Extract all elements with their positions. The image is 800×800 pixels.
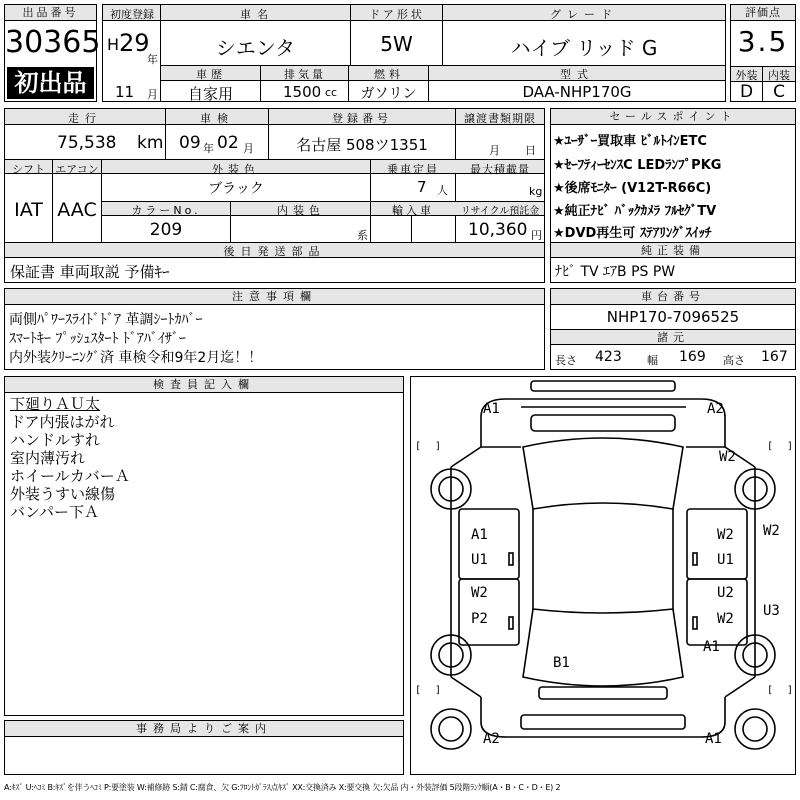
sales-point-5: ★DVD再生可 ｽﾃｱﾘﾝｸﾞｽｲｯﾁ: [553, 226, 712, 241]
door-label: ドア形状: [369, 8, 425, 21]
inspector-box: [4, 376, 404, 716]
mark-left-rear-door-2: P2: [471, 611, 488, 627]
sales-point-3: ★後席ﾓﾆﾀｰ (V12T-R66C): [553, 181, 712, 196]
ac: AAC: [57, 199, 97, 221]
inspection-year: 09: [179, 133, 201, 153]
accessories-value: 保証書 車両取説 予備ｷｰ: [10, 263, 170, 281]
history-label: 車歴: [196, 68, 226, 81]
ac-label: エアコン: [55, 163, 99, 176]
notes-box: [4, 288, 545, 370]
chassis-number: NHP170-7096525: [606, 308, 740, 326]
sales-point-2: ★ｾｰﾌﾃｨｰｾﾝｽC LEDﾗﾝﾌﾟPKG: [553, 158, 722, 173]
notes-line-2: ｽﾏｰﾄｷｰ ﾌﾟｯｼｭｽﾀｰﾄ ﾄﾞｱﾊﾞｲｻﾞｰ: [9, 331, 186, 347]
interior-label: 内装: [768, 69, 790, 82]
mark-left-front-door: A1: [471, 527, 488, 543]
car-diagram-box: [410, 376, 796, 775]
legend: A:ｷｽﾞ U:ﾍｺﾐ B:ｷｽﾞを伴うﾍｺﾐ P:要塗装 W:補修跡 S:錆 C:腐食、欠 G:ﾌﾛﾝﾄｶﾞﾗｽ点ｷｽﾞ XX:交換済み X:要交換 欠:欠品 内・外装評価 5段階ﾗﾝｸ順(A・B・C・D・E) 2: [4, 783, 561, 792]
fuel-label: 燃料: [374, 68, 404, 81]
inspection-year-unit: 年: [203, 142, 214, 155]
displacement-label: 排気量: [284, 68, 326, 81]
grade: ハイブ リッド G: [510, 36, 658, 60]
lot-number: 30365: [5, 25, 101, 60]
recycle-label: リサイクル預託金: [460, 206, 540, 217]
mark-left-rear-door: W2: [471, 585, 488, 601]
inspection-month: 02: [217, 133, 239, 153]
svg-text:]: ]: [435, 441, 442, 452]
office-label: 事務局よりご案内: [5, 721, 403, 737]
fuel: ガソリン: [360, 86, 417, 102]
import-label: 輸入車: [392, 204, 434, 217]
mileage-unit: km: [137, 133, 164, 153]
dimensions-label: 諸元: [551, 330, 795, 345]
color: ブラック: [208, 181, 264, 197]
exterior-grade: D: [739, 82, 754, 102]
load-label: 最大積載量: [470, 163, 530, 176]
score-box: [730, 4, 796, 102]
equipment-label: 純正装備: [551, 243, 795, 258]
lot-number-box: [4, 4, 101, 102]
inspection-month-unit: 月: [243, 142, 254, 155]
mark-right-rear-door: U2: [717, 585, 734, 601]
inspector-line-6: 外装うすい線傷: [10, 485, 116, 503]
accessories-label: 後日発送部品: [223, 245, 326, 258]
color-label: 外装色: [212, 163, 260, 176]
registration-label: 登録番号: [332, 112, 392, 125]
load-unit: kg: [529, 185, 543, 198]
color-no: 209: [149, 220, 183, 240]
width: 169: [679, 349, 706, 365]
mark-front-right: A2: [707, 401, 724, 417]
inspector-line-2: ドア内張はがれ: [10, 413, 115, 431]
notes-line-1: 両側ﾊﾟﾜｰｽﾗｲﾄﾞﾄﾞｱ 革調ｼｰﾄｶﾊﾞｰ: [9, 312, 203, 328]
recycle: 10,360: [468, 220, 528, 240]
car-name-label: 車名: [240, 8, 274, 21]
month-unit: 月: [147, 88, 158, 101]
transfer-day-unit: 日: [525, 144, 536, 157]
mark-right-side-edge: W2: [763, 523, 780, 539]
chassis-box: [550, 288, 796, 370]
mark-right-front-fender: W2: [719, 449, 736, 465]
length-label: 長さ: [555, 354, 577, 367]
capacity: 7: [417, 178, 427, 196]
details-box: [4, 108, 545, 258]
svg-text:[: [: [767, 441, 774, 452]
shift: IAT: [14, 199, 43, 221]
length: 423: [595, 349, 622, 365]
notes-label: 注意事項欄: [5, 289, 544, 305]
exterior-label: 外装: [735, 69, 758, 82]
svg-text:]: ]: [787, 685, 794, 696]
svg-text:[: [: [415, 685, 422, 696]
year-era: H: [107, 35, 120, 54]
interior-color-label: 内装色: [277, 204, 325, 217]
score: 3.5: [737, 25, 789, 58]
capacity-label: 乗車定員: [387, 163, 439, 176]
model-label: 型式: [560, 68, 594, 81]
inspector-label: 検査員記入欄: [5, 377, 403, 393]
equipment-value: ﾅﾋﾞ TV ｴｱB PS PW: [555, 264, 676, 280]
svg-text:]: ]: [435, 685, 442, 696]
car-name: シエンタ: [215, 36, 296, 60]
mark-right-rear-side: U3: [763, 603, 780, 619]
interior-color-unit: 系: [357, 229, 368, 242]
capacity-unit: 人: [437, 184, 448, 197]
svg-text:[: [: [767, 685, 774, 696]
mark-right-rear-door-2: W2: [717, 611, 734, 627]
svg-text:[: [: [415, 441, 422, 452]
year-value: 29: [119, 29, 150, 57]
displacement-unit: cc: [325, 86, 338, 99]
vehicle-summary-box: [102, 4, 726, 102]
mileage: 75,538: [57, 133, 117, 153]
inspector-line-7: バンパー下Ａ: [10, 503, 99, 521]
accessories-value-box: [4, 257, 545, 283]
mark-right-quarter: A1: [703, 639, 720, 655]
mark-front-left: A1: [483, 401, 500, 417]
mark-left-front-door-2: U1: [471, 552, 488, 568]
displacement: 1500: [283, 83, 322, 101]
transfer-label: 譲渡書類期限: [464, 112, 536, 125]
sales-points-label: セールスポイント: [551, 109, 795, 125]
mark-rear-right: A1: [705, 731, 722, 747]
sales-point-4: ★純正ﾅﾋﾞ ﾊﾞｯｸｶﾒﾗ ﾌﾙｾｸﾞTV: [553, 204, 717, 219]
grade-label: グレード: [550, 8, 618, 21]
sales-points-box: [550, 108, 796, 283]
width-label: 幅: [647, 354, 658, 367]
recycle-unit: 円: [531, 229, 542, 242]
interior-grade: C: [773, 82, 785, 102]
inspection-label: 車検: [200, 112, 234, 125]
office-box: [4, 720, 404, 775]
door-type: 5W: [380, 32, 413, 56]
first-registration-label: 初度登録: [110, 8, 154, 21]
mark-right-front-door-2: U1: [717, 552, 734, 568]
svg-text:]: ]: [787, 441, 794, 452]
mark-roof-rear: B1: [553, 655, 570, 671]
inspector-line-3: ハンドルすれ: [10, 431, 101, 449]
notes-line-3: 内外装ｸﾘｰﾆﾝｸﾞ済 車検令和9年2月迄！！: [9, 350, 263, 366]
lot-number-label: 出品番号: [5, 5, 96, 21]
color-no-label: カラーNo.: [131, 204, 201, 217]
inspector-line-4: 室内薄汚れ: [10, 449, 86, 467]
height-label: 高さ: [723, 354, 745, 367]
mark-right-front-door: W2: [717, 527, 734, 543]
first-listing-badge: 初出品: [7, 67, 94, 99]
model: DAA-NHP170G: [522, 83, 632, 101]
car-outline-diagram: [411, 377, 795, 774]
history: 自家用: [187, 85, 233, 103]
inspector-line-5: ホイールカバーＡ: [10, 467, 130, 485]
chassis-label: 車台番号: [551, 289, 795, 305]
month-value: 11: [115, 83, 135, 101]
registration: 名古屋 508ツ1351: [296, 136, 428, 154]
height: 167: [761, 349, 788, 365]
sales-point-1: ★ﾕｰｻﾞｰ買取車 ﾋﾞﾙﾄｲﾝETC: [553, 134, 707, 149]
inspector-line-1: 下廻りＡＵ太: [10, 395, 101, 413]
shift-label: シフト: [12, 163, 45, 176]
mileage-label: 走行: [68, 112, 102, 125]
transfer-month-unit: 月: [489, 144, 500, 157]
mark-rear-left: A2: [483, 731, 500, 747]
year-unit: 年: [147, 53, 158, 66]
score-label: 評価点: [731, 5, 795, 21]
